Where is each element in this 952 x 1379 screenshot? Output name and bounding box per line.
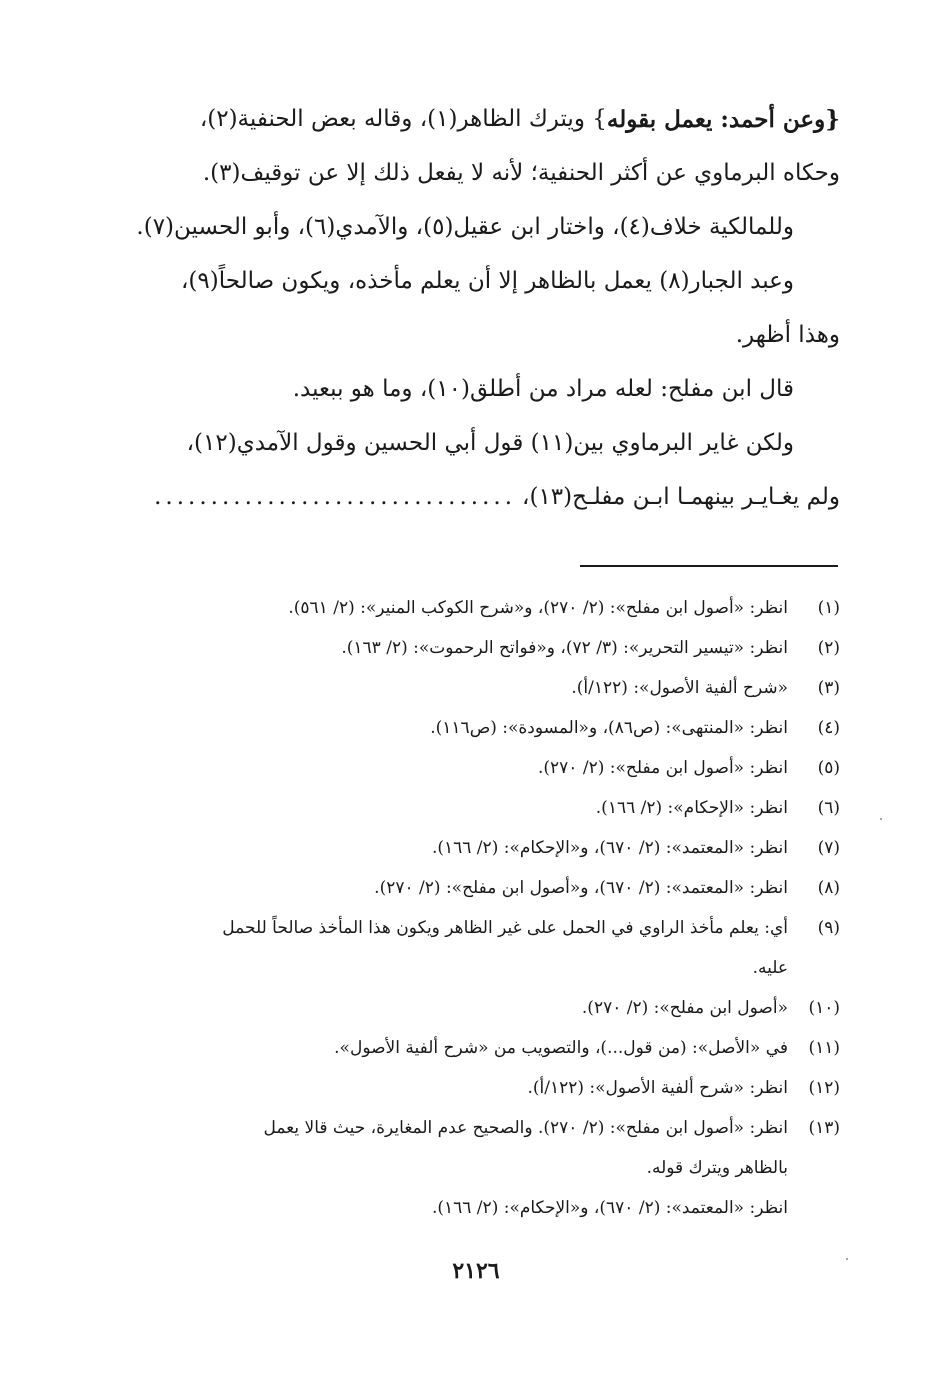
footnote-item — [132, 1068, 840, 1108]
footnote-text — [132, 988, 788, 1028]
footnote-line: انظر: «أصول ابن مفلح»: (٢/ ٢٧٠). — [537, 758, 788, 778]
footnote-text — [132, 788, 788, 828]
footnote-line: عليه. — [752, 958, 788, 978]
footnote-number: (٨) — [817, 878, 840, 898]
footnote-number: (٩) — [817, 918, 840, 938]
scan-speck — [846, 1258, 848, 1260]
footnote-number: (٦) — [817, 798, 840, 818]
main-text-line-4: وعبد الجبار(٨) يعمل بالظاهر إلا أن يعلم مأخذه، ويكون صالحاً(٩)، — [180, 267, 794, 294]
footnote-item — [132, 708, 840, 748]
main-text-line-7: ولكن غاير البرماوي بين(١١) قول أبي الحسين وقول الآمدي(١٢)، — [186, 429, 794, 456]
footnote-line: بالظاهر ويترك قوله. — [646, 1158, 788, 1178]
scan-speck — [880, 818, 882, 820]
footnote-line: انظر: «أصول ابن مفلح»: (٢/ ٢٧٠)، و«شرح الكوكب المنير»: (٢/ ٥٦١). — [288, 598, 788, 618]
main-text-line-1-part-c: } ويترك الظاهر(١)، وقاله بعض الحنفية(٢)، — [199, 105, 607, 132]
footnote-number: (١) — [817, 598, 840, 618]
footnote-line: انظر: «أصول ابن مفلح»: (٢/ ٢٧٠). والصحيح عدم المغايرة، حيث قالا يعمل — [263, 1118, 788, 1138]
footnote-text — [132, 708, 788, 748]
footnote-item — [132, 868, 840, 908]
main-text-line-8 — [118, 470, 840, 524]
footnote-line: انظر: «المعتمد»: (٢/ ٦٧٠)، و«الإحكام»: (٢/ ١٦٦). — [431, 838, 788, 858]
footnote-line: انظر: «المعتمد»: (٢/ ٦٧٠)، و«الإحكام»: (٢/ ١٦٦). — [431, 1198, 788, 1218]
footnote-line: في «الأصل»: (من قول...)، والتصويب من «شرح ألفية الأصول». — [334, 1038, 788, 1058]
footnote-item — [132, 988, 840, 1028]
footnote-text — [132, 1028, 788, 1068]
footnote-number: (٣) — [817, 678, 840, 698]
page-number: ٢١٢٦ — [452, 1258, 500, 1284]
footnote-number: (٥) — [817, 758, 840, 778]
footnote-item — [132, 748, 840, 788]
footnote-number: (٧) — [817, 838, 840, 858]
footnote-item — [132, 588, 840, 628]
footnote-line: «شرح ألفية الأصول»: (١٢٢/أ). — [571, 678, 788, 698]
footnote-number: (١٢) — [808, 1078, 840, 1098]
footnote-text — [132, 1108, 788, 1228]
footnote-text — [132, 588, 788, 628]
footnote-line: انظر: «الإحكام»: (٢/ ١٦٦). — [595, 798, 788, 818]
footnote-text — [132, 1068, 788, 1108]
footnotes-block — [132, 588, 840, 1228]
footnote-item — [132, 1028, 840, 1068]
main-text-line-1 — [118, 92, 840, 146]
footnote-line: «أصول ابن مفلح»: (٢/ ٢٧٠). — [581, 998, 788, 1018]
footnote-item — [132, 1108, 840, 1228]
main-text-line-2: وحكاه البرماوي عن أكثر الحنفية؛ لأنه لا يفعل ذلك إلا عن توقيف(٣). — [202, 159, 840, 186]
footnote-text — [132, 628, 788, 668]
footnote-text — [132, 828, 788, 868]
footnote-text — [132, 868, 788, 908]
footnote-item — [132, 628, 840, 668]
footnote-line: انظر: «المنتهى»: (ص٨٦)، و«المسودة»: (ص١١٦). — [430, 718, 788, 738]
footnote-item — [132, 828, 840, 868]
footnote-text — [132, 908, 788, 988]
main-text-line-5: وهذا أظهر. — [735, 321, 840, 348]
footnote-item — [132, 668, 840, 708]
footnote-number: (١٣) — [808, 1118, 840, 1138]
main-text-line-6: قال ابن مفلح: لعله مراد من أطلق(١٠)، وما هو ببعيد. — [292, 375, 794, 402]
main-text-line-3: وللمالكية خلاف(٤)، واختار ابن عقيل(٥)، والآمدي(٦)، وأبو الحسين(٧). — [136, 213, 794, 240]
footnote-number: (١١) — [808, 1038, 840, 1058]
footnote-line: انظر: «شرح ألفية الأصول»: (١٢٢/أ). — [527, 1078, 788, 1098]
footnote-number: (٢) — [817, 638, 840, 658]
footnote-line: انظر: «المعتمد»: (٢/ ٦٧٠)، و«أصول ابن مفلح»: (٢/ ٢٧٠). — [374, 878, 788, 898]
footnote-text — [132, 668, 788, 708]
continuation-dots: ................................ — [154, 485, 517, 509]
footnote-item — [132, 788, 840, 828]
footnote-number: (١٠) — [808, 998, 840, 1018]
footnote-separator — [580, 565, 838, 567]
footnote-item — [132, 908, 840, 988]
footnote-line: أي: يعلم مأخذ الراوي في الحمل على غير الظاهر ويكون هذا المأخذ صالحاً للحمل — [222, 918, 788, 938]
main-text-line-1-part-a: {وعن أحمد: — [712, 105, 840, 133]
main-text-line-8-text: ولم يغـايـر بينهمـا ابـن مفلـح(١٣)، — [522, 483, 840, 510]
footnote-text — [132, 748, 788, 788]
footnote-number: (٤) — [817, 718, 840, 738]
footnote-line: انظر: «تيسير التحرير»: (٣/ ٧٢)، و«فواتح الرحموت»: (٢/ ١٦٣). — [341, 638, 788, 658]
main-text-block — [118, 92, 840, 524]
main-text-line-1-part-b: يعمل بقوله — [606, 105, 713, 133]
